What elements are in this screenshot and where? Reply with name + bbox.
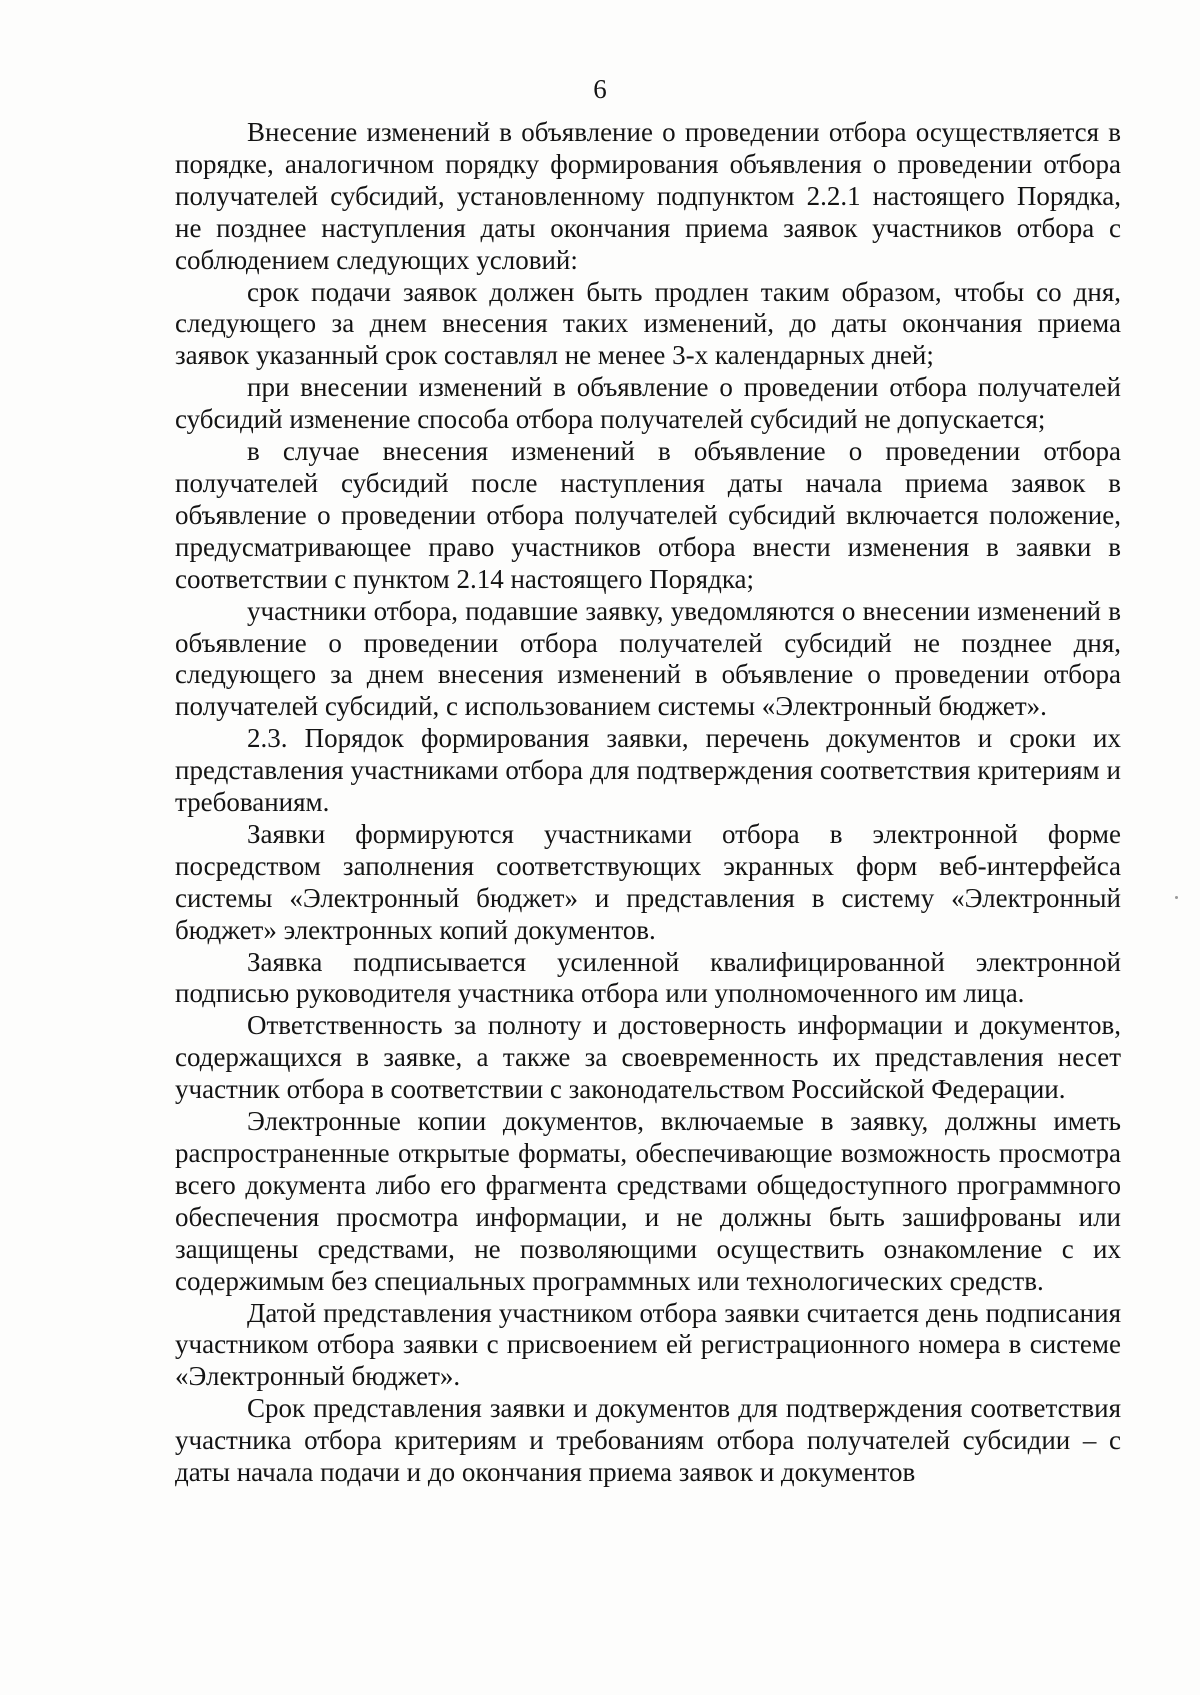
section-heading-2-3: 2.3. Порядок формирования заявки, перечень документов и сроки их представления участниками отбора для подтверждения соответствия критериям и требованиям. [175, 723, 1121, 818]
paragraph-application-formation: Заявки формируются участниками отбора в электронной форме посредством заполнения соответствующих экранных форм веб-интерфейса системы «Электронный бюджет» и представления в систему «Электронный бюджет» электронных копий документов. [175, 818, 1121, 945]
paragraph-electronic-copies: Электронные копии документов, включаемые в заявку, должны иметь распространенные открытые форматы, обеспечивающие возможность просмотра всего документа либо его фрагмента средствами общедоступного программного обеспечения просмотра информации, и не должны быть зашифрованы или защищены средствами, не позволяющими осуществить ознакомление с их содержимым без специальных программных или технологических средств. [175, 1106, 1121, 1296]
paragraph-amendment-procedure: Внесение изменений в объявление о проведении отбора осуществляется в порядке, аналогичном порядку формирования объявления о проведении отбора получателей субсидий, установленному подпунктом 2.2.1 настоящего Порядка, не позднее наступления даты окончания приема заявок участников отбора с соблюдением следующих условий: [175, 117, 1121, 275]
scan-speck [1175, 896, 1178, 899]
paragraph-responsibility: Ответственность за полноту и достоверность информации и документов, содержащихся в заявке, а также за своевременность их представления несет участник отбора в соответствии с законодательством Российской Федерации. [175, 1010, 1121, 1105]
document-body [175, 117, 1121, 1489]
paragraph-submission-date: Датой представления участником отбора заявки считается день подписания участником отбора заявки с присвоением ей регистрационного номера в системе «Электронный бюджет». [175, 1297, 1121, 1392]
paragraph-amend-applications: в случае внесения изменений в объявление о проведении отбора получателей субсидий после наступления даты начала приема заявок в объявление о проведении отбора получателей субсидий включается положение, предусматривающее право участников отбора внести изменения в заявки в соответствии с пунктом 2.14 настоящего Порядка; [175, 436, 1121, 594]
paragraph-submission-term: Срок представления заявки и документов для подтверждения соответствия участника отбора критериям и требованиям отбора получателей субсидии – с даты начала подачи и до окончания приема заявок и документов [175, 1393, 1121, 1488]
paragraph-participant-notification: участники отбора, подавшие заявку, уведомляются о внесении изменений в объявление о проведении отбора получателей субсидий не позднее дня, следующего за днем внесения изменений в объявление о проведении отбора получателей субсидий, с использованием системы «Электронный бюджет». [175, 595, 1121, 722]
paragraph-application-signature: Заявка подписывается усиленной квалифицированной электронной подписью руководителя участника отбора или уполномоченного им лица. [175, 946, 1121, 1009]
page-number: 6 [593, 74, 607, 104]
paragraph-deadline-extension: срок подачи заявок должен быть продлен таким образом, чтобы со дня, следующего за днем внесения таких изменений, до даты окончания приема заявок указанный срок составлял не менее 3-х календарных дней; [175, 276, 1121, 371]
paragraph-method-change: при внесении изменений в объявление о проведении отбора получателей субсидий изменение способа отбора получателей субсидий не допускается; [175, 372, 1121, 435]
